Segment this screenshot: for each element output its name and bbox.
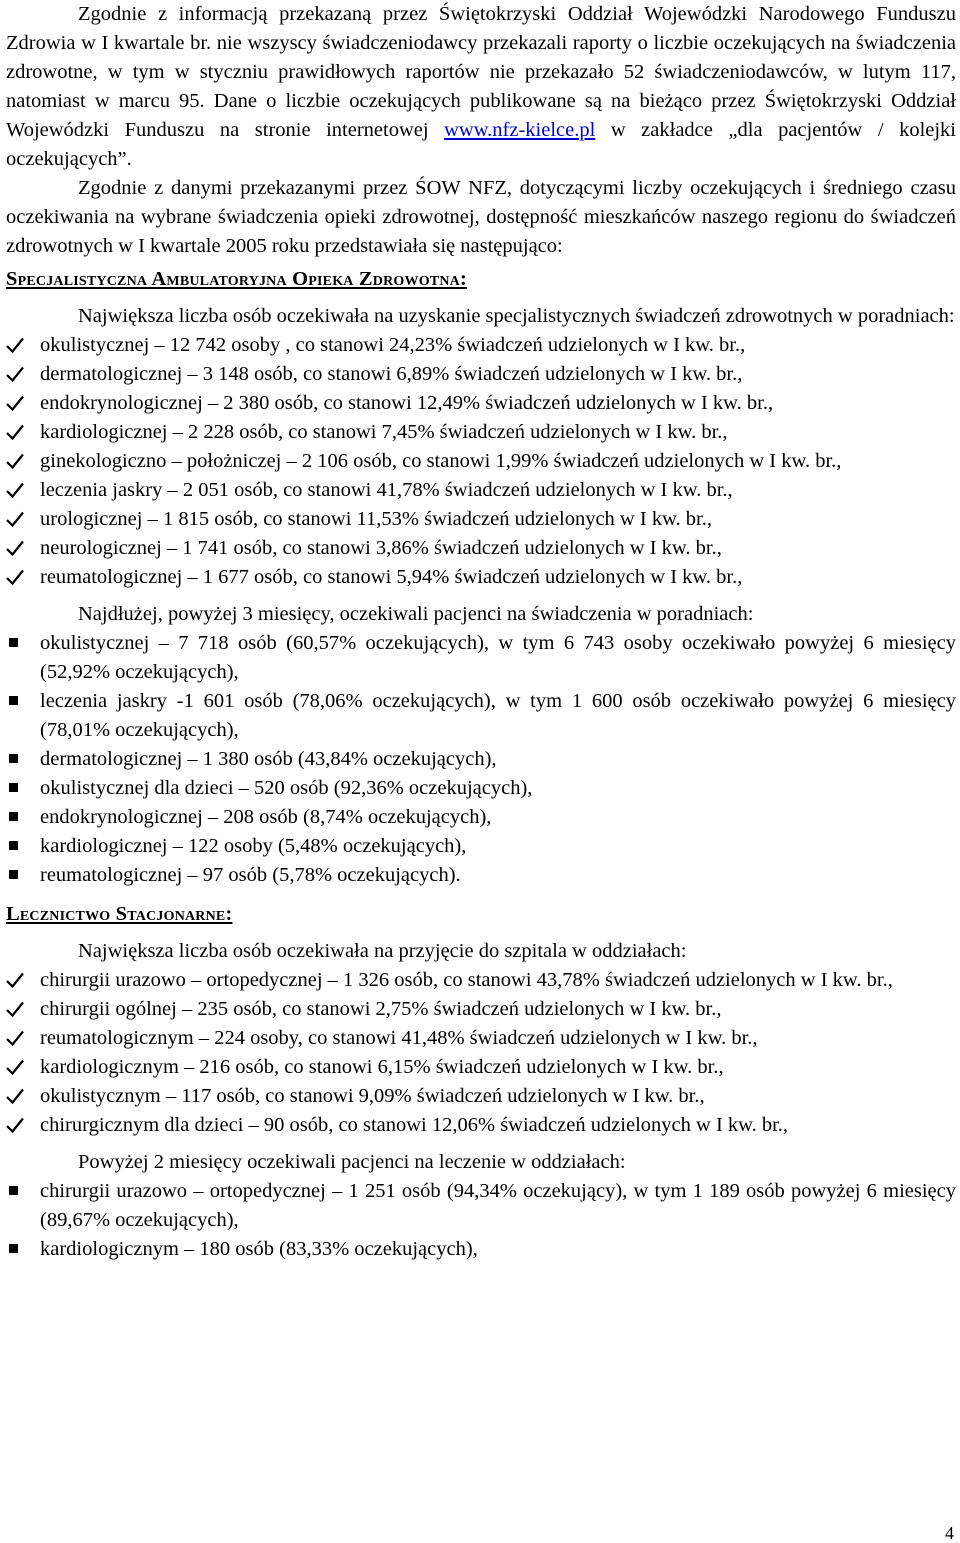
list-item-text: endokrynologicznej – 2 380 osób, co stanowi 12,49% świadczeń udzielonych w I kw. br., (40, 392, 774, 414)
list-item-text: reumatologicznym – 224 osoby, co stanowi 41,48% świadczeń udzielonych w I kw. br., (40, 1027, 758, 1049)
check-icon (6, 1030, 24, 1046)
check-icon (6, 972, 24, 988)
intro-text-a: Zgodnie z informacją przekazaną przez Świętokrzyski Oddział Wojewódzki Narodowego Funduszu Zdrowia w I kwartale br. nie wszyscy świadczeniodawcy przekazali raporty o liczbie oczekujących na świadczenia zdrowotne, w tym w styczniu prawidłowych raportów nie przekazało 52 świadczeniodawców, w lutym 117, natomiast w marcu 95. Dane o liczbie oczekujących publikowane są na bieżąco przez Świętokrzyski Oddział Wojewódzki Funduszu na stronie internetowej (6, 3, 956, 141)
section-heading-ambulatory: Specjalistyczna Ambulatoryjna Opieka Zdrowotna: (6, 268, 467, 290)
check-icon (6, 424, 24, 440)
list-item (6, 1177, 956, 1235)
square-list (6, 1177, 956, 1264)
list-item (6, 447, 956, 476)
list-item (6, 966, 956, 995)
check-icon (6, 511, 24, 527)
check-icon (6, 1001, 24, 1017)
list-item-text: endokrynologicznej – 208 osób (8,74% oczekujących), (40, 806, 492, 828)
check-icon (6, 540, 24, 556)
list-item-text: kardiologicznym – 180 osób (83,33% oczekujących), (40, 1238, 478, 1260)
list-item-text: chirurgicznym dla dzieci – 90 osób, co stanowi 12,06% świadczeń udzielonych w I kw. br., (40, 1114, 789, 1136)
square-bullet-icon (9, 696, 18, 705)
list-item-text: reumatologicznej – 97 osób (5,78% oczekujących). (40, 864, 461, 886)
list-item-text: kardiologicznej – 2 228 osób, co stanowi 7,45% świadczeń udzielonych w I kw. br., (40, 421, 728, 443)
list-item-text: okulistycznej dla dzieci – 520 osób (92,36% oczekujących), (40, 777, 533, 799)
check-icon (6, 569, 24, 585)
list-item (6, 1082, 956, 1111)
check-icon (6, 1117, 24, 1133)
list-item (6, 505, 956, 534)
check-icon (6, 395, 24, 411)
list-item (6, 476, 956, 505)
section2-lead-1: Największa liczba osób oczekiwała na przyjęcie do szpitala w oddziałach: (78, 940, 687, 962)
list-item (6, 832, 956, 861)
list-item-text: okulistycznej – 7 718 osób (60,57% oczekujących), w tym 6 743 osoby oczekiwało powyżej 6 miesięcy (52,92% oczekujących), (40, 632, 956, 683)
list-item (6, 995, 956, 1024)
list-item-text: urologicznej – 1 815 osób, co stanowi 11,53% świadczeń udzielonych w I kw. br., (40, 508, 712, 530)
square-bullet-icon (9, 870, 18, 879)
section1-lead-2: Najdłużej, powyżej 3 miesięcy, oczekiwali pacjenci na świadczenia w poradniach: (78, 603, 754, 625)
check-icon (6, 1059, 24, 1075)
list-item-text: chirurgii urazowo – ortopedycznej – 1 326 osób, co stanowi 43,78% świadczeń udzielonych w I kw. br., (40, 969, 893, 991)
list-item (6, 1111, 956, 1140)
square-bullet-icon (9, 754, 18, 763)
document-page (6, 0, 956, 1264)
section-heading-inpatient: Lecznictwo Stacjonarne: (6, 903, 233, 925)
check-icon (6, 337, 24, 353)
square-bullet-icon (9, 1244, 18, 1253)
nfz-link[interactable]: www.nfz-kielce.pl (444, 119, 596, 141)
list-item (6, 774, 956, 803)
list-item (6, 1235, 956, 1264)
square-bullet-icon (9, 1186, 18, 1195)
page-number: 4 (945, 1523, 954, 1543)
square-bullet-icon (9, 638, 18, 647)
list-item (6, 1024, 956, 1053)
list-item (6, 687, 956, 745)
list-item-text: kardiologicznym – 216 osób, co stanowi 6,15% świadczeń udzielonych w I kw. br., (40, 1056, 724, 1078)
check-list (6, 331, 956, 592)
check-list (6, 966, 956, 1140)
list-item (6, 563, 956, 592)
list-item (6, 331, 956, 360)
list-item-text: reumatologicznej – 1 677 osób, co stanowi 5,94% świadczeń udzielonych w I kw. br., (40, 566, 743, 588)
list-item-text: okulistycznej – 12 742 osoby , co stanowi 24,23% świadczeń udzielonych w I kw. br., (40, 334, 746, 356)
list-item-text: neurologicznej – 1 741 osób, co stanowi 3,86% świadczeń udzielonych w I kw. br., (40, 537, 722, 559)
list-item-text: chirurgii ogólnej – 235 osób, co stanowi 2,75% świadczeń udzielonych w I kw. br., (40, 998, 722, 1020)
list-item (6, 534, 956, 563)
list-item-text: dermatologicznej – 1 380 osób (43,84% oczekujących), (40, 748, 497, 770)
list-item-text: okulistycznym – 117 osób, co stanowi 9,09% świadczeń udzielonych w I kw. br., (40, 1085, 705, 1107)
list-item (6, 629, 956, 687)
list-item-text: ginekologiczno – położniczej – 2 106 osób, co stanowi 1,99% świadczeń udzielonych w I kw. br., (40, 450, 842, 472)
square-bullet-icon (9, 812, 18, 821)
check-icon (6, 453, 24, 469)
square-bullet-icon (9, 783, 18, 792)
list-item-text: dermatologicznej – 3 148 osób, co stanowi 6,89% świadczeń udzielonych w I kw. br., (40, 363, 743, 385)
list-item-text: leczenia jaskry – 2 051 osób, co stanowi 41,78% świadczeń udzielonych w I kw. br., (40, 479, 733, 501)
list-item (6, 1053, 956, 1082)
list-item (6, 803, 956, 832)
square-bullet-icon (9, 841, 18, 850)
list-item-text: kardiologicznej – 122 osoby (5,48% oczekujących), (40, 835, 467, 857)
list-item-text: leczenia jaskry -1 601 osób (78,06% oczekujących), w tym 1 600 osób oczekiwało powyżej 6 miesięcy (78,01% oczekujących), (40, 690, 956, 741)
check-icon (6, 482, 24, 498)
intro-paragraph-1 (6, 0, 956, 174)
list-item (6, 389, 956, 418)
section2-lead-2: Powyżej 2 miesięcy oczekiwali pacjenci na leczenie w oddziałach: (78, 1151, 626, 1173)
list-item (6, 861, 956, 890)
check-icon (6, 366, 24, 382)
intro-text-b: w zakładce „dla pacjentów / kolejki oczekujących”. (6, 119, 957, 170)
list-item-text: chirurgii urazowo – ortopedycznej – 1 251 osób (94,34% oczekujący), w tym 1 189 osób powyżej 6 miesięcy (89,67% oczekujących), (40, 1180, 956, 1231)
check-icon (6, 1088, 24, 1104)
intro-paragraph-2: Zgodnie z danymi przekazanymi przez ŚOW NFZ, dotyczącymi liczby oczekujących i średniego czasu oczekiwania na wybrane świadczenia opieki zdrowotnej, dostępność mieszkańców naszego regionu do świadczeń zdrowotnych w I kwartale 2005 roku przedstawiała się następująco: (6, 177, 956, 257)
square-list (6, 629, 956, 890)
list-item (6, 745, 956, 774)
list-item (6, 360, 956, 389)
section1-lead-1: Największa liczba osób oczekiwała na uzyskanie specjalistycznych świadczeń zdrowotnych w poradniach: (78, 305, 955, 327)
list-item (6, 418, 956, 447)
